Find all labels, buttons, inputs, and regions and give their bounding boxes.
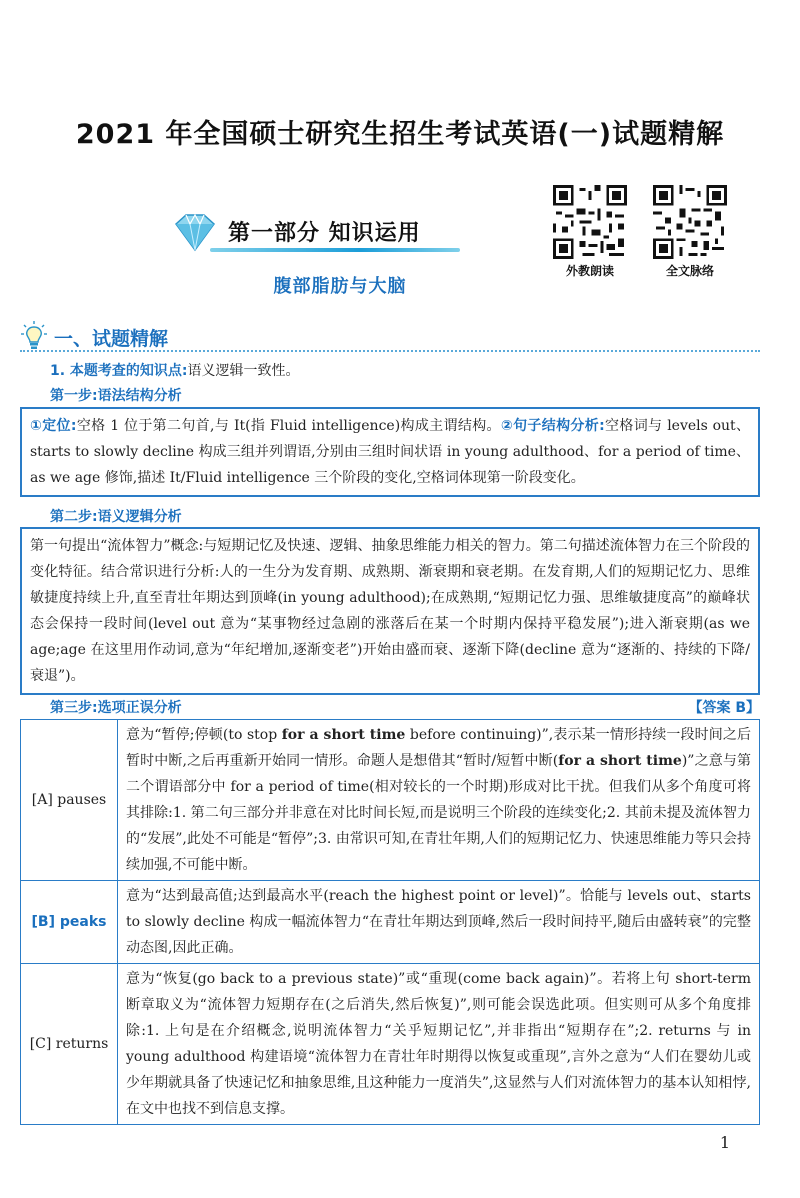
structure-marker: ②句子结构分析: bbox=[500, 418, 605, 434]
lightbulb-icon bbox=[20, 320, 48, 352]
option-label: [A] pauses bbox=[21, 720, 118, 881]
passage-subtitle: 腹部脂肪与大脑 bbox=[273, 276, 407, 297]
step1-text: ①定位:空格 1 位于第二句首,与 It(指 Fluid intelligence)构成主谓结构。②句子结构分析:空格词与 levels out、starts to slowly decline 构成三组并列谓语,分别由三组时间状语 in young adulthood、for a period of time、as we age 修饰,描述 It/Fluid intelligence 三个阶段的变化,空格词体现第一阶段变化。 bbox=[30, 418, 751, 486]
options-table bbox=[20, 719, 760, 1125]
table-row bbox=[21, 720, 760, 881]
step3-title: 第三步:选项正误分析 bbox=[50, 700, 182, 716]
step1-title: 第一步:语法结构分析 bbox=[50, 388, 182, 404]
knowledge-label: 1. 本题考查的知识点: bbox=[50, 363, 188, 379]
qr-label-outline: 全文脉络 bbox=[665, 264, 714, 278]
page-title: 2021 年全国硕士研究生招生考试英语(一)试题精解 bbox=[75, 119, 725, 150]
section-divider bbox=[20, 350, 760, 352]
section-header bbox=[20, 320, 780, 352]
option-explanation: 意为“暂停;停顿(to stop for a short time before continuing)”,表示某一情形持续一段时间之后暂时中断,之后再重新开始同一情形。命题人是想借其“暂时/短暂中断(for a short time)”之意与第二个谓语部分中 for a period of time(相对较长的一个时期)形成对比干扰。但我们从多个角度可将其排除:1. 第二句三部分并非意在对比时间长短,而是说明三个阶段的连续变化;2. 其前未提及流体智力的“发展”,此处不可能是“暂停”;3. 由常识可知,在青壮年期,人们的短期记忆力、快速思维能力等只会持续加强,不可能中断。 bbox=[118, 720, 760, 881]
part-underline bbox=[210, 248, 460, 252]
option-explanation: 意为“恢复(go back to a previous state)”或“重现(come back again)”。若将上句 short-term 断章取义为“流体智力短期存在(之后消失,然后恢复)”,则可能会误选此项。但实则可从多个角度排除:1. 上句是在介绍概念,说明流体智力“关乎短期记忆”,并非指出“短期存在”;2. returns 与 in young adulthood 构建语境“流体智力在青壮年时期得以恢复或重现”,言外之意为“人们在婴幼儿或少年期就具备了快速记忆和抽象思维,且这种能力一度消失”,这显然与人们对流体智力的基本认知相悖,在文中也找不到信息支撑。 bbox=[118, 964, 760, 1125]
qr-label-reading: 外教朗读 bbox=[565, 264, 614, 278]
part-header bbox=[170, 210, 460, 254]
option-label: [C] returns bbox=[21, 964, 118, 1125]
step1-box bbox=[20, 407, 760, 497]
part-title: 第一部分 知识运用 bbox=[228, 221, 421, 246]
table-row bbox=[21, 964, 760, 1125]
option-label-correct: [B] peaks bbox=[21, 881, 118, 964]
locate-marker: ①定位: bbox=[30, 418, 77, 434]
knowledge-text: 语义逻辑一致性。 bbox=[187, 363, 300, 379]
option-explanation: 意为“达到最高值;达到最高水平(reach the highest point or level)”。恰能与 levels out、starts to slowly decline 构成一幅流体智力“在青壮年期达到顶峰,然后一段时间持平,随后由盛转衰”的完整动态图,因此正确。 bbox=[118, 881, 760, 964]
diamond-icon bbox=[170, 212, 220, 252]
knowledge-point bbox=[50, 360, 300, 380]
step2-box bbox=[20, 527, 760, 695]
table-row bbox=[21, 881, 760, 964]
step2-text: 第一句提出“流体智力”概念:与短期记忆及快速、逻辑、抽象思维能力相关的智力。第二句描述流体智力在三个阶段的变化特征。结合常识进行分析:人的一生分为发育期、成熟期、渐衰期和衰老期。在发育期,人们的短期记忆力、思维敏捷度持续上升,直至青壮年期达到顶峰(in young adulthood);在成熟期,“短期记忆力强、思维敏捷度高”的巅峰状态会保持一段时间(level out 意为“某事物经过急剧的涨落后在某一个时期内保持平稳发展”);进入渐衰期(as we age;age 在这里用作动词,意为“年纪增加,逐渐变老”)开始由盛而衰、逐渐下降(decline 意为“逐渐的、持续的下降/衰退”)。 bbox=[30, 538, 750, 684]
step2-title: 第二步:语义逻辑分析 bbox=[50, 509, 182, 525]
page-number: 1 bbox=[719, 1133, 730, 1152]
section-title: 一、试题精解 bbox=[54, 328, 169, 350]
qr-code-icon[interactable] bbox=[553, 185, 627, 259]
qr-code-icon[interactable] bbox=[653, 185, 727, 259]
answer-label: 【答案 B】 bbox=[688, 700, 760, 716]
